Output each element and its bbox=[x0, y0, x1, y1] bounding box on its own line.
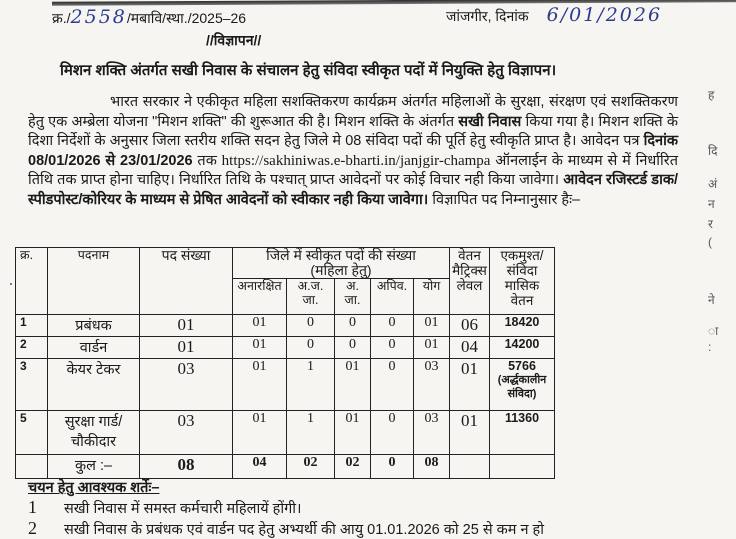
cell-ur: 01 bbox=[233, 315, 287, 337]
cell-sn: 1 bbox=[16, 315, 48, 337]
margin-fragment: अं bbox=[708, 177, 718, 191]
body-paragraph bbox=[28, 93, 678, 210]
cell-obc: 0 bbox=[371, 359, 414, 411]
ref-prefix: क्र./ bbox=[52, 10, 71, 26]
cell-total: 03 bbox=[414, 359, 450, 411]
col-district-sanctioned bbox=[233, 248, 450, 279]
scan-speck bbox=[10, 283, 12, 285]
cell-total: 01 bbox=[414, 337, 450, 359]
cell-st: 1 bbox=[287, 411, 335, 455]
place-date bbox=[446, 4, 662, 26]
ref-number-handwritten: 2558 bbox=[70, 6, 127, 28]
margin-fragment: र bbox=[708, 217, 713, 231]
cell-sn: 5 bbox=[16, 411, 48, 455]
total-salary-empty bbox=[490, 455, 555, 479]
cell-total: 03 bbox=[414, 411, 450, 455]
condition-item bbox=[28, 497, 302, 518]
total-count: 08 bbox=[140, 455, 233, 479]
cell-post: प्रबंधक bbox=[48, 315, 140, 337]
col-sc: अ. जा. bbox=[335, 279, 371, 315]
cell-post: केयर टेकर bbox=[48, 359, 140, 411]
cell-count: 01 bbox=[140, 315, 233, 337]
body-text-2: किया गया है। मिशन शक्ति के दिशा निर्देशों के अनुसार जिला स्तरीय शक्ति सदन हेतु जिले मे 08 संविदा पदों की पूर्ति हेतु स्वीकृति प्राप्त है। आवेदन पत्र bbox=[28, 113, 679, 149]
cell-level: 01 bbox=[450, 411, 490, 455]
body-text-3: तक bbox=[192, 152, 222, 169]
col-unreserved: अनारक्षित bbox=[233, 279, 287, 315]
body-text-1: भारत सरकार ने एकीकृत महिला सशक्तिकरण कार्यक्रम अंतर्गत महिलाओं के सुरक्षा, संरक्षण एवं सशक्तिकरण हेतु एक अम्ब्रेला योजना "मिशन शक्ति" की शुरूआत की है। मिशन शक्ति के अंतर्गत bbox=[28, 94, 678, 130]
cell-sc: 01 bbox=[335, 359, 371, 411]
total-sc: 02 bbox=[335, 455, 371, 479]
table-row bbox=[16, 359, 555, 411]
margin-fragment: ने bbox=[708, 293, 715, 307]
col-post-name: पदनाम bbox=[48, 248, 140, 315]
ref-suffix: /मबावि/स्था./2025–26 bbox=[126, 10, 247, 26]
table-row bbox=[16, 315, 555, 337]
table-row bbox=[16, 411, 555, 455]
body-bold-notice: आवेदन रजिस्टर्ड डाक/स्पीडपोस्ट/कोरियर के माध्यम से प्रेषित आवेदनों को स्वीकार नही किया जावेगा। bbox=[28, 172, 678, 208]
date-handwritten: 6/01/2026 bbox=[546, 4, 663, 26]
total-label: कुल :– bbox=[48, 455, 140, 479]
total-level-empty bbox=[450, 455, 490, 479]
body-text-4: ऑनलाईन के माध्यम से में निर्धारित तिथि तक प्राप्त होना चाहिए। निर्धारित तिथि के पश्चात् प्राप्त आवेदनों पर कोई विचार नही किया जावेगा। bbox=[28, 152, 679, 188]
cell-st: 0 bbox=[287, 315, 335, 337]
district-sanctioned-label: जिले में स्वीकृत पदों की संख्या bbox=[266, 247, 416, 263]
cell-sn-empty bbox=[16, 455, 48, 479]
cell-total: 01 bbox=[414, 315, 450, 337]
cell-level: 01 bbox=[450, 359, 490, 411]
cell-post: सुरक्षा गार्ड/चौकीदार bbox=[48, 411, 140, 455]
margin-fragment: दि bbox=[708, 144, 718, 158]
adjacent-page-bleed bbox=[700, 0, 736, 537]
table-row bbox=[16, 337, 555, 359]
body-bold-sakhi-niwas: सखी निवास bbox=[458, 113, 522, 130]
margin-fragment: ा bbox=[708, 324, 719, 338]
cell-salary: 11360 bbox=[490, 411, 555, 455]
document-title: //विज्ञापन// bbox=[206, 32, 262, 48]
cell-sn: 2 bbox=[16, 337, 48, 359]
application-url-link[interactable]: https://sakhiniwas.e-bharti.in/janjgir-champa bbox=[221, 152, 491, 169]
cell-salary: 18420 bbox=[490, 315, 555, 337]
conditions-heading: चयन हेतु आवश्यक शर्तेः– bbox=[28, 480, 160, 496]
cell-level: 04 bbox=[450, 337, 490, 359]
margin-fragment: ह bbox=[708, 88, 715, 102]
conditions-section bbox=[28, 477, 159, 497]
date-from: दिनांक 08/01/2026 से bbox=[28, 133, 678, 169]
margin-fragment: ( bbox=[708, 235, 712, 249]
col-st: अ.ज. जा. bbox=[287, 279, 335, 315]
condition-number: 1 bbox=[28, 497, 37, 517]
cell-ur: 01 bbox=[233, 337, 287, 359]
place-label: जांजगीर, दिनांक bbox=[446, 8, 529, 24]
cell-st: 0 bbox=[287, 337, 335, 359]
cell-obc: 0 bbox=[371, 315, 414, 337]
condition-text: सखी निवास में समस्त कर्मचारी महिलायें होंगी। bbox=[64, 501, 302, 517]
cell-obc: 0 bbox=[371, 337, 414, 359]
cell-salary bbox=[490, 359, 555, 411]
col-total: योग bbox=[414, 279, 450, 315]
cell-count: 03 bbox=[140, 411, 233, 455]
total-obc: 0 bbox=[371, 455, 414, 479]
cell-sc: 01 bbox=[335, 411, 371, 455]
date-to: 23/01/2026 bbox=[120, 152, 193, 169]
cell-salary: 14200 bbox=[490, 337, 555, 359]
cell-level: 06 bbox=[450, 315, 490, 337]
cell-count: 03 bbox=[140, 359, 233, 411]
table-total-row bbox=[16, 455, 555, 479]
condition-text: सखी निवास के प्रबंधक एवं वार्डन पद हेतु अभ्यर्थी की आयु 01.01.2026 को 25 से कम न हो bbox=[64, 522, 545, 538]
col-post-count: पद संख्या bbox=[140, 248, 233, 315]
cell-obc: 0 bbox=[371, 411, 414, 455]
women-only-label: (महिला हेतु) bbox=[310, 262, 372, 278]
cell-count: 01 bbox=[140, 337, 233, 359]
body-text-6: विज्ञापित पद निम्नानुसार हैः– bbox=[428, 191, 581, 208]
table-header-row bbox=[16, 248, 555, 279]
cell-sc: 0 bbox=[335, 315, 371, 337]
cell-post: वार्डन bbox=[48, 337, 140, 359]
col-obc: अपिव. bbox=[371, 279, 414, 315]
margin-fragment: न bbox=[708, 197, 715, 211]
reference-number bbox=[52, 6, 246, 28]
cell-sn: 3 bbox=[16, 359, 48, 411]
cell-ur: 01 bbox=[233, 359, 287, 411]
margin-fragment: : bbox=[708, 340, 712, 354]
cell-ur: 01 bbox=[233, 411, 287, 455]
col-sn: क्र. bbox=[16, 248, 48, 315]
salary-note: (अर्द्धकालीन संविदा) bbox=[497, 374, 547, 400]
total-ur: 04 bbox=[233, 455, 287, 479]
col-salary: एकमुश्त/ संविदा मासिक वेतन bbox=[490, 248, 555, 315]
cell-sc: 0 bbox=[335, 337, 371, 359]
posts-table bbox=[15, 247, 555, 479]
col-pay-matrix: वेतन मैट्रिक्स लेवल bbox=[450, 248, 490, 315]
subject-line: मिशन शक्ति अंतर्गत सखी निवास के संचालन हेतु संविदा स्वीकृत पदों में नियुक्ति हेतु विज्ञापन। bbox=[60, 62, 557, 79]
total-total: 08 bbox=[414, 455, 450, 479]
salary-value: 5766 bbox=[508, 359, 536, 373]
total-st: 02 bbox=[287, 455, 335, 479]
cell-st: 1 bbox=[287, 359, 335, 411]
condition-number: 2 bbox=[28, 518, 37, 538]
condition-item bbox=[28, 518, 544, 539]
